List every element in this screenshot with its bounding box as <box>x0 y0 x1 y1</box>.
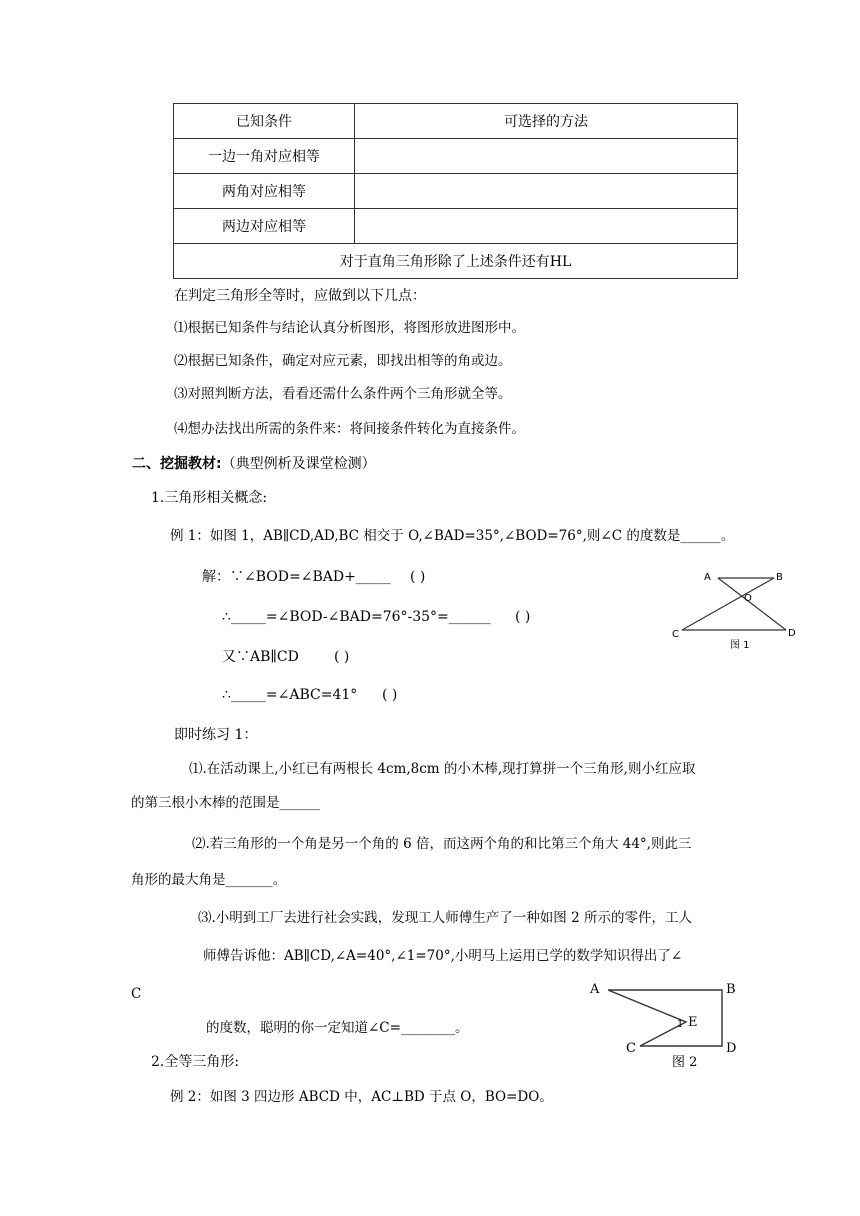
conditions-table <box>173 103 738 279</box>
tip-item: ⑵根据已知条件，确定对应元素，即找出相等的角或边。 <box>174 353 512 369</box>
solution-line: ∴_____=∠ABC=41° <box>222 687 358 703</box>
point-label: D <box>726 1041 737 1056</box>
point-label: E <box>688 1015 698 1030</box>
section-heading <box>132 457 376 471</box>
solution-reason: ( ) <box>515 609 531 625</box>
part-outline <box>608 990 722 1046</box>
table-cell <box>355 209 738 244</box>
example-1: 例 1：如图 1，AB∥CD,AD,BC 相交于 O,∠BAD=35°,∠BOD=76°,则∠C 的度数是______。 <box>170 528 735 544</box>
subsection-title: 2.全等三角形: <box>151 1054 240 1070</box>
point-label: D <box>788 628 796 639</box>
practice-title: 即时练习 1： <box>174 727 258 743</box>
table-header-row <box>174 104 738 139</box>
table-row <box>174 139 738 174</box>
practice-line: C <box>131 986 142 1002</box>
figure-caption: 图 1 <box>730 640 750 651</box>
section-heading-note: （典型例析及课堂检测） <box>221 456 376 472</box>
figure-caption: 图 2 <box>672 1055 698 1070</box>
table-footer-cell: 对于直角三角形除了上述条件还有HL <box>174 244 738 279</box>
table-header-cell: 已知条件 <box>174 104 355 139</box>
practice-line: 的第三根小木棒的范围是______ <box>131 795 320 811</box>
figure-1 <box>668 566 798 656</box>
table-header-cell: 可选择的方法 <box>355 104 738 139</box>
figure-2 <box>580 976 740 1070</box>
solution-line: 解：∵∠BOD=∠BAD+_____ <box>202 569 391 585</box>
practice-line: ⑴.在活动课上,小红已有两根长 4cm,8cm 的小木棒,现打算拼一个三角形,则小红应取 <box>189 761 696 777</box>
subsection-title: 1.三角形相关概念: <box>151 490 268 506</box>
table-row <box>174 174 738 209</box>
point-label: C <box>672 629 679 640</box>
point-label: C <box>626 1041 636 1056</box>
tip-item: ⑶对照判断方法，看看还需什么条件两个三角形就全等。 <box>174 386 512 402</box>
table-row <box>174 209 738 244</box>
solution-reason: ( ) <box>410 569 426 585</box>
point-label: A <box>590 982 600 997</box>
point-label: O <box>744 593 752 604</box>
table-cell <box>355 174 738 209</box>
table-footer-row <box>174 244 738 279</box>
point-label: A <box>704 572 711 583</box>
solution-reason: ( ) <box>382 687 398 703</box>
angle-label: 1 <box>677 1019 684 1030</box>
solution-line: 又∵AB∥CD <box>222 649 299 665</box>
solution-reason: ( ) <box>334 649 350 665</box>
practice-line: ⑵.若三角形的一个角是另一个角的 6 倍，而这两个角的和比第三个角大 44°,则此三 <box>192 836 692 852</box>
point-label: B <box>726 982 736 997</box>
tip-item: ⑴根据已知条件与结论认真分析图形，将图形放进图形中。 <box>174 320 525 336</box>
example-2: 例 2：如图 3 四边形 ABCD 中，AC⊥BD 于点 O，BO=DO。 <box>170 1089 553 1105</box>
practice-line: 的度数，聪明的你一定知道∠C=________。 <box>206 1020 469 1036</box>
practice-line: 角形的最大角是_______。 <box>131 872 287 888</box>
table-cell: 一边一角对应相等 <box>174 139 355 174</box>
table-cell <box>355 139 738 174</box>
table-cell: 两边对应相等 <box>174 209 355 244</box>
tip-item: ⑷想办法找出所需的条件来：将间接条件转化为直接条件。 <box>174 421 525 437</box>
table-cell: 两角对应相等 <box>174 174 355 209</box>
point-label: B <box>776 572 783 583</box>
section-heading-title: 二、挖掘教材: <box>132 456 222 472</box>
solution-line: ∴_____=∠BOD-∠BAD=76°-35°=______ <box>222 609 491 625</box>
practice-line: 师傅告诉他：AB∥CD,∠A=40°,∠1=70°,小明马上运用已学的数学知识得出了∠ <box>203 948 683 964</box>
tips-intro: 在判定三角形全等时，应做到以下几点： <box>174 288 426 304</box>
practice-line: ⑶.小明到工厂去进行社会实践，发现工人师傅生产了一种如图 2 所示的零件，工人 <box>198 910 692 926</box>
